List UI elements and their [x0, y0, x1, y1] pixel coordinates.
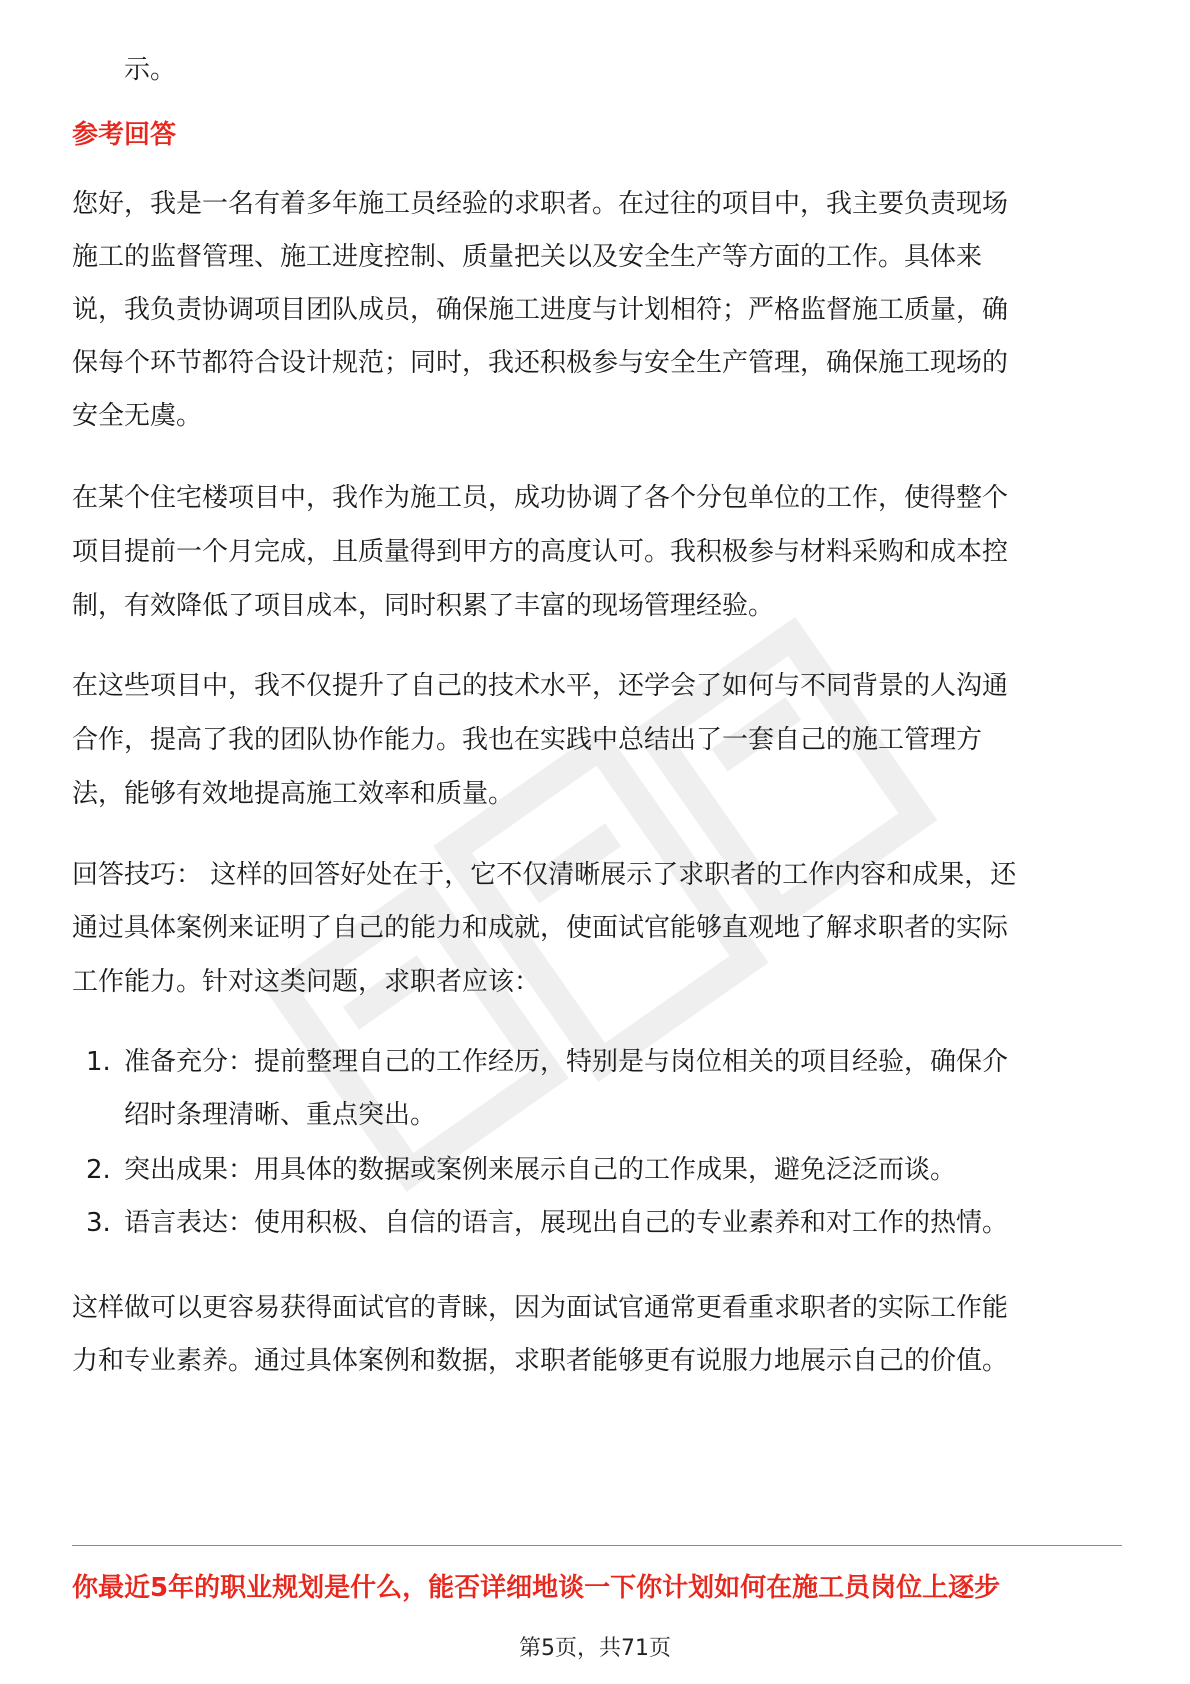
paragraph-line: 制，有效降低了项目成本，同时积累了丰富的现场管理经验。: [72, 591, 775, 621]
paragraph-line: 力和专业素养。通过具体案例和数据，求职者能够更有说服力地展示自己的价值。: [72, 1346, 1009, 1376]
list-item-text: 绍时条理清晰、重点突出。: [124, 1100, 437, 1130]
list-item-text: 突出成果：用具体的数据或案例来展示自己的工作成果，避免泛泛而谈。: [124, 1155, 957, 1185]
paragraph-line: 这样做可以更容易获得面试官的青睐，因为面试官通常更看重求职者的实际工作能: [72, 1293, 1009, 1323]
paragraph-line: 工作能力。针对这类问题，求职者应该：: [72, 967, 541, 997]
paragraph-line: 在某个住宅楼项目中，我作为施工员，成功协调了各个分包单位的工作，使得整个: [72, 483, 1009, 513]
section-heading: 参考回答: [72, 120, 177, 150]
paragraph-line: 说，我负责协调项目团队成员，确保施工进度与计划相符；严格监督施工质量，确: [72, 295, 1009, 325]
paragraph-line: 回答技巧： 这样的回答好处在于，它不仅清晰展示了求职者的工作内容和成果，还: [72, 860, 1017, 890]
paragraph-line: 您好，我是一名有着多年施工员经验的求职者。在过往的项目中，我主要负责现场: [72, 189, 1009, 219]
list-number: 3.: [86, 1208, 111, 1238]
paragraph-line: 在这些项目中，我不仅提升了自己的技术水平，还学会了如何与不同背景的人沟通: [72, 671, 1009, 701]
list-number: 2.: [86, 1155, 111, 1185]
paragraph-line: 合作，提高了我的团队协作能力。我也在实践中总结出了一套自己的施工管理方: [72, 725, 983, 755]
section-divider: [72, 1545, 1122, 1546]
paragraph-line: 项目提前一个月完成，且质量得到甲方的高度认可。我积极参与材料采购和成本控: [72, 537, 1009, 567]
paragraph-line: 施工的监督管理、施工进度控制、质量把关以及安全生产等方面的工作。具体来: [72, 242, 983, 272]
paragraph-line: 通过具体案例来证明了自己的能力和成就，使面试官能够直观地了解求职者的实际: [72, 913, 1009, 943]
list-item-text: 语言表达：使用积极、自信的语言，展现出自己的专业素养和对工作的热情。: [124, 1208, 1009, 1238]
page-footer: 第5页，共71页: [519, 1636, 671, 1661]
next-question-heading: 你最近5年的职业规划是什么，能否详细地谈一下你计划如何在施工员岗位上逐步: [72, 1573, 1001, 1603]
list-number: 1.: [86, 1047, 111, 1077]
paragraph-line: 法，能够有效地提高施工效率和质量。: [72, 779, 515, 809]
paragraph-line: 保每个环节都符合设计规范；同时，我还积极参与安全生产管理，确保施工现场的: [72, 348, 1009, 378]
paragraph-line: 安全无虞。: [72, 401, 203, 431]
list-item-text: 准备充分：提前整理自己的工作经历，特别是与岗位相关的项目经验，确保介: [124, 1047, 1009, 1077]
intro-tail-text: 示。: [124, 55, 177, 85]
